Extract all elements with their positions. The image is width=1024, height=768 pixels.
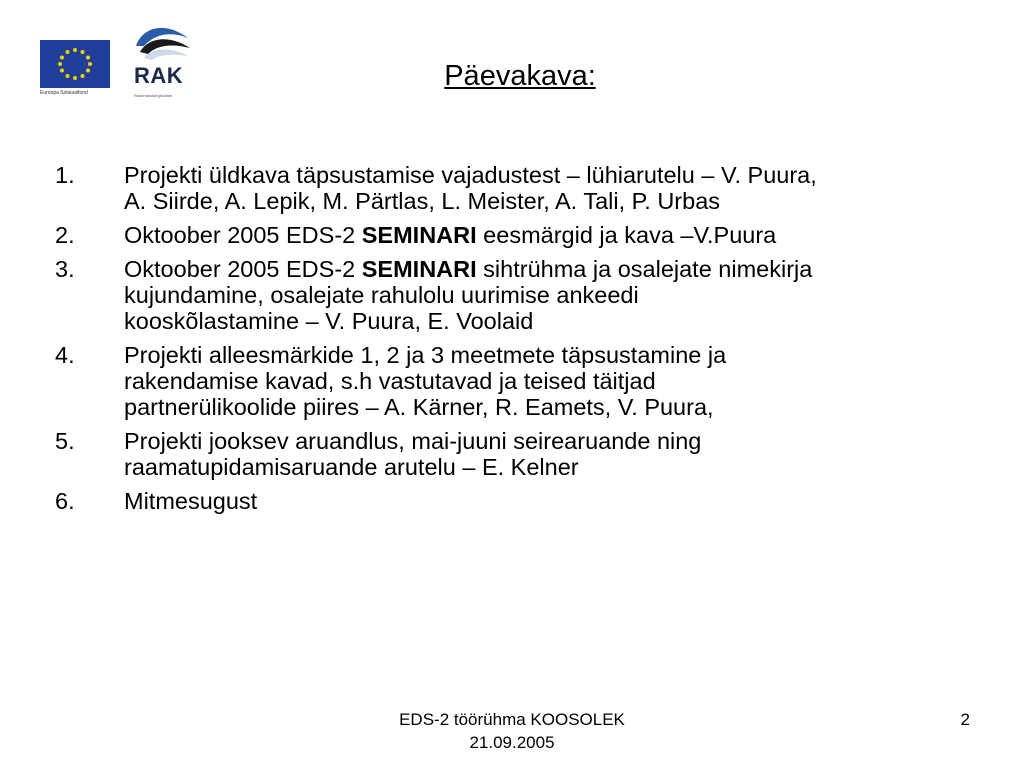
agenda-list xyxy=(55,162,975,522)
agenda-item-text: partnerülikoolide piires – A. Kärner, R. Eamets, V. Puura, xyxy=(124,394,714,420)
rak-tagline: Rakenduskõrgkoolide xyxy=(134,93,173,98)
agenda-item-text: Projekti üldkava täpsustamise vajadustest – lühiarutelu – V. Puura, xyxy=(124,162,817,188)
agenda-item-text: Projekti jooksev aruandlus, mai-juuni seirearuande ning xyxy=(124,428,702,454)
agenda-item-number: 5. xyxy=(55,428,75,454)
agenda-item-text: raamatupidamisaruande arutelu – E. Kelner xyxy=(124,454,579,480)
agenda-item-number: 3. xyxy=(55,256,75,282)
agenda-item-text: rakendamise kavad, s.h vastutavad ja teised täitjad xyxy=(124,368,656,394)
agenda-item-number: 6. xyxy=(55,488,75,514)
agenda-item-3 xyxy=(55,256,975,334)
agenda-item-text: Oktoober 2005 EDS-2 xyxy=(124,222,362,248)
rak-wordmark: RAK xyxy=(134,63,184,88)
rak-logo xyxy=(130,20,194,100)
agenda-item-6 xyxy=(55,488,975,514)
eu-logo-caption: Euroopa Sotsiaalfond xyxy=(40,90,88,96)
agenda-item-text: eesmärgid ja kava –V.Puura xyxy=(476,222,777,248)
agenda-item-4 xyxy=(55,342,975,420)
agenda-item-number: 2. xyxy=(55,222,75,248)
agenda-item-number: 1. xyxy=(55,162,75,188)
rak-bird-icon xyxy=(130,20,192,66)
footer-meeting-name: EDS-2 töörühma KOOSOLEK xyxy=(399,710,625,729)
agenda-item-text: Mitmesugust xyxy=(124,488,258,514)
eu-flag-icon xyxy=(40,40,110,88)
agenda-item-emphasis: SEMINARI xyxy=(361,222,477,248)
agenda-item-text: kooskõlastamine – V. Puura, E. Voolaid xyxy=(124,308,534,334)
page-number: 2 xyxy=(960,710,970,729)
agenda-item-text: kujundamine, osalejate rahulolu uurimise ankeedi xyxy=(124,282,639,308)
agenda-item-2 xyxy=(55,222,975,248)
agenda-item-text: Oktoober 2005 EDS-2 xyxy=(124,256,362,282)
slide-footer xyxy=(362,708,662,754)
agenda-item-text: sihtrühma ja osalejate nimekirja xyxy=(476,256,813,282)
agenda-item-1 xyxy=(55,162,975,214)
agenda-item-number: 4. xyxy=(55,342,75,368)
agenda-item-emphasis: SEMINARI xyxy=(361,256,477,282)
agenda-item-text: Projekti alleesmärkide 1, 2 ja 3 meetmete täpsustamine ja xyxy=(124,342,727,368)
agenda-item-5 xyxy=(55,428,975,480)
agenda-item-text: A. Siirde, A. Lepik, M. Pärtlas, L. Meister, A. Tali, P. Urbas xyxy=(124,188,721,214)
eu-logo xyxy=(40,40,112,100)
slide-title: Päevakava: xyxy=(444,60,596,92)
footer-date: 21.09.2005 xyxy=(469,733,555,752)
